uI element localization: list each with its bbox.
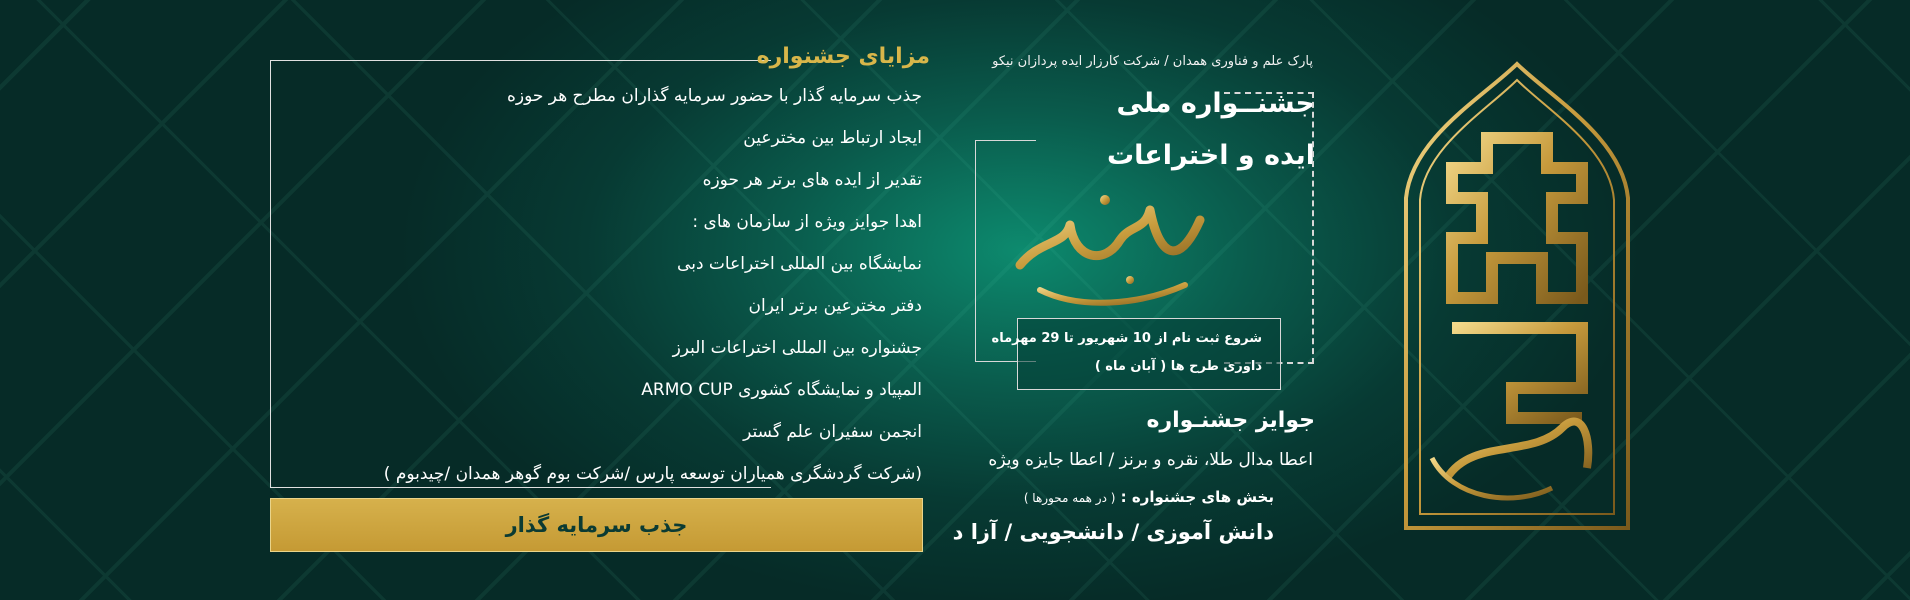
benefit-item: ایجاد ارتباط بین مخترعین bbox=[743, 128, 922, 148]
benefit-item: اهدا جوایز ویژه از سازمان های : bbox=[692, 212, 922, 232]
festival-title-line2: ایده و اختراعات bbox=[1106, 140, 1315, 171]
festival-title-line1: جشنــواره ملی bbox=[1116, 88, 1315, 119]
prizes-title: جوایز جشنـواره bbox=[1146, 408, 1315, 433]
benefit-item: انجمن سفیران علم گستر bbox=[743, 422, 922, 442]
calligraphy-emblem-icon bbox=[1392, 58, 1642, 538]
benefit-item: (شرکت گردشگری همیاران توسعه پارس /شرکت بوم گوهر همدان /چیدبوم ) bbox=[383, 464, 922, 484]
judging-date: داوری طرح ها ( آبان ماه ) bbox=[1094, 359, 1262, 374]
benefits-title: مزایای جشنواره bbox=[756, 44, 930, 69]
sections-label-text: بخش های جشنواره : bbox=[1120, 488, 1274, 506]
benefit-item: جشنواره بین المللی اختراعات البرز bbox=[672, 338, 922, 358]
benefit-item: نمایشگاه بین المللی اختراعات دبی bbox=[677, 254, 922, 274]
benefits-frame bbox=[270, 60, 771, 488]
sections-label bbox=[1024, 488, 1274, 506]
benefit-item: دفتر مخترعین برتر ایران bbox=[748, 296, 922, 316]
attract-investor-button[interactable]: جذب سرمایه گذار bbox=[270, 498, 923, 552]
registration-box bbox=[991, 318, 1281, 390]
organizers-line: پارک علم و فناوری همدان / شرکت کارزار ایده پردازان نیکو bbox=[992, 54, 1313, 69]
sections-note: ( در همه محورها ) bbox=[1023, 491, 1116, 505]
benefit-item: تقدیر از ایده های برتر هر حوزه bbox=[702, 170, 922, 190]
bu-ali-sina-calligraphy bbox=[1010, 170, 1210, 320]
prizes-text: اعطا مدال طلا، نقره و برنز / اعطا جایزه ویژه bbox=[988, 450, 1313, 470]
benefit-item: المپیاد و نمایشگاه کشوری ARMO CUP bbox=[641, 380, 922, 400]
registration-dates: شروع ثبت نام از 10 شهریور تا 29 مهرماه bbox=[991, 331, 1262, 346]
categories-line: دانش آموزی / دانشجویی / آزا د bbox=[952, 520, 1274, 544]
benefit-item: جذب سرمایه گذار با حضور سرمایه گذاران مطرح هر حوزه bbox=[507, 86, 922, 106]
